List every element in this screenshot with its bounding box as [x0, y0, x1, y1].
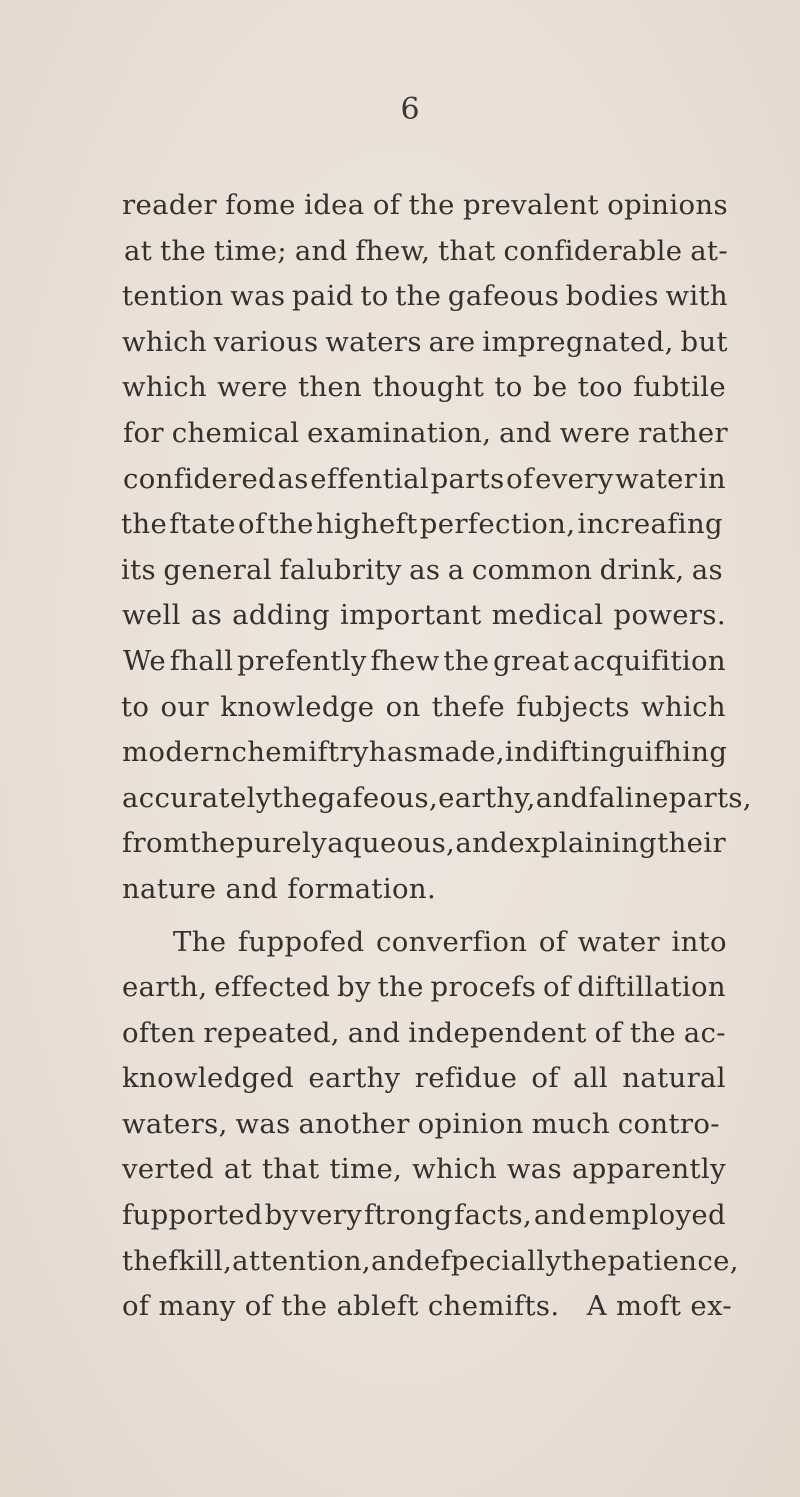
paragraph-2: [122, 920, 739, 1330]
text-line: its general falubrity as a common drink, as: [121, 553, 723, 586]
text-line: well as adding important medical powers.: [122, 599, 726, 632]
text-line: which were then thought to be too fubtile: [122, 371, 726, 404]
text-line: tention was paid to the gafeous bodies with: [122, 280, 728, 313]
text-line: the ftate of the higheft perfection, increafing: [121, 508, 723, 541]
text-line: nature and formation.: [122, 872, 437, 905]
text-line: We fhall prefently fhew the great acquifition: [123, 644, 726, 677]
text-line: fupported by very ftrong facts, and employed: [122, 1199, 726, 1232]
text-line: modern chemiftry has made, in diftinguifhing: [122, 736, 728, 769]
text-line: knowledged earthy refidue of all natural: [122, 1062, 726, 1095]
text-line: waters, was another opinion much contro-: [122, 1107, 720, 1140]
paragraph-1: [121, 183, 752, 913]
body-text: [121, 183, 752, 1330]
page-number: 6: [400, 92, 420, 127]
text-line: to our knowledge on thefe fubjects which: [121, 690, 726, 723]
text-line: accurately the gafeous, earthy, and faline parts,: [122, 781, 752, 814]
text-line: from the purely aqueous, and explaining their: [122, 827, 726, 860]
text-line: of many of the ableft chemifts. A moft ex-: [122, 1290, 732, 1323]
text-line: reader fome idea of the prevalent opinions: [122, 189, 728, 221]
text-line: the fkill, attention, and efpecially the patience,: [122, 1244, 739, 1277]
text-line: confidered as effential parts of every water in: [123, 462, 726, 495]
text-line: verted at that time, which was apparently: [122, 1153, 726, 1186]
text-line: earth, effected by the procefs of diftillation: [122, 971, 726, 1004]
text-line: for chemical examination, and were rather: [123, 416, 728, 449]
text-line: at the time; and fhew, that confiderable at-: [124, 234, 728, 267]
text-line: which various waters are impregnated, but: [122, 325, 728, 358]
text-line: The fuppofed converfion of water into: [173, 925, 727, 958]
text-line: often repeated, and independent of the ac-: [122, 1016, 726, 1049]
